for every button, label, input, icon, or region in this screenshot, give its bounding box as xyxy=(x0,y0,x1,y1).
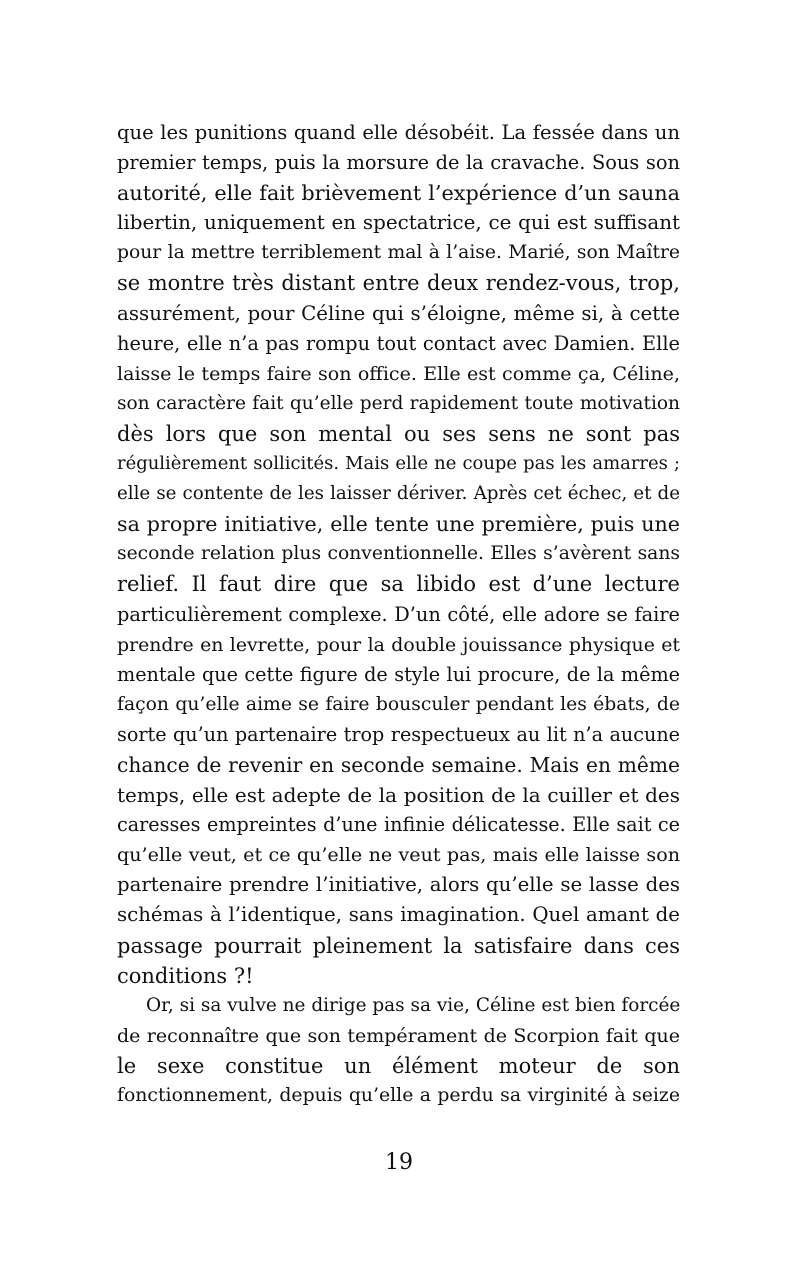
text-line: premier temps, puis la morsure de la cravache. Sous son xyxy=(117,151,680,175)
text-line: relief. Il faut dire que sa libido est d’une lecture xyxy=(117,572,680,597)
text-line: prendre en levrette, pour la double jouissance physique et xyxy=(117,633,680,656)
text-line: autorité, elle fait brièvement l’expérience d’un sauna xyxy=(117,181,680,206)
text-line: schémas à l’identique, sans imagination. Quel amant de xyxy=(117,903,680,927)
body-text xyxy=(117,118,680,1111)
text-line: que les punitions quand elle désobéit. La fessée dans un xyxy=(117,121,680,144)
text-line: assurément, pour Céline qui s’éloigne, même si, à cette xyxy=(117,301,680,325)
text-line: passage pourrait pleinement la satisfaire dans ces xyxy=(117,933,680,958)
text-line: régulièrement sollicités. Mais elle ne coupe pas les amarres ; xyxy=(117,453,680,475)
text-line: dès lors que son mental ou ses sens ne sont pas xyxy=(117,421,680,446)
text-line: laisse le temps faire son office. Elle est comme ça, Céline, xyxy=(117,362,680,385)
text-line: pour la mettre terriblement mal à l’aise. Marié, son Maître xyxy=(117,242,680,264)
text-line: Or, si sa vulve ne dirige pas sa vie, Céline est bien forcée xyxy=(146,994,681,1016)
text-line: temps, elle est adepte de la position de la cuiller et des xyxy=(117,783,680,808)
page-number: 19 xyxy=(385,1150,413,1175)
text-line: sorte qu’un partenaire trop respectueux au lit n’a aucune xyxy=(117,722,680,746)
text-line: particulièrement complexe. D’un côté, elle adore se faire xyxy=(117,602,680,626)
text-line: heure, elle n’a pas rompu tout contact avec Damien. Elle xyxy=(117,331,680,355)
text-line: se montre très distant entre deux rendez-vous, trop, xyxy=(117,271,680,296)
text-line: le sexe constitue un élément moteur de son xyxy=(117,1053,680,1078)
text-line: elle se contente de les laisser dériver. Après cet échec, et de xyxy=(117,483,680,505)
text-line: caresses empreintes d’une infinie délicatesse. Elle sait ce xyxy=(117,813,680,837)
text-line: façon qu’elle aime se faire bousculer pendant les ébats, de xyxy=(117,693,680,715)
text-line: chance de revenir en seconde semaine. Mais en même xyxy=(117,752,680,777)
text-line: fonctionnement, depuis qu’elle a perdu sa virginité à seize xyxy=(117,1085,680,1106)
text-line: mentale que cette figure de style lui procure, de la même xyxy=(117,662,680,686)
text-line: libertin, uniquement en spectatrice, ce qui est suffisant xyxy=(117,211,680,235)
text-line: son caractère fait qu’elle perd rapidement toute motivation xyxy=(117,392,680,414)
text-line: de reconnaître que son tempérament de Scorpion fait que xyxy=(117,1024,680,1047)
text-line: seconde relation plus conventionnelle. Elles s’avèrent sans xyxy=(117,543,680,565)
text-line: conditions ?! xyxy=(117,963,254,988)
text-line: partenaire prendre l’initiative, alors qu’elle se lasse des xyxy=(117,873,680,897)
text-line: sa propre initiative, elle tente une première, puis une xyxy=(117,512,680,537)
text-line: qu’elle veut, et ce qu’elle ne veut pas, mais elle laisse son xyxy=(117,843,680,867)
